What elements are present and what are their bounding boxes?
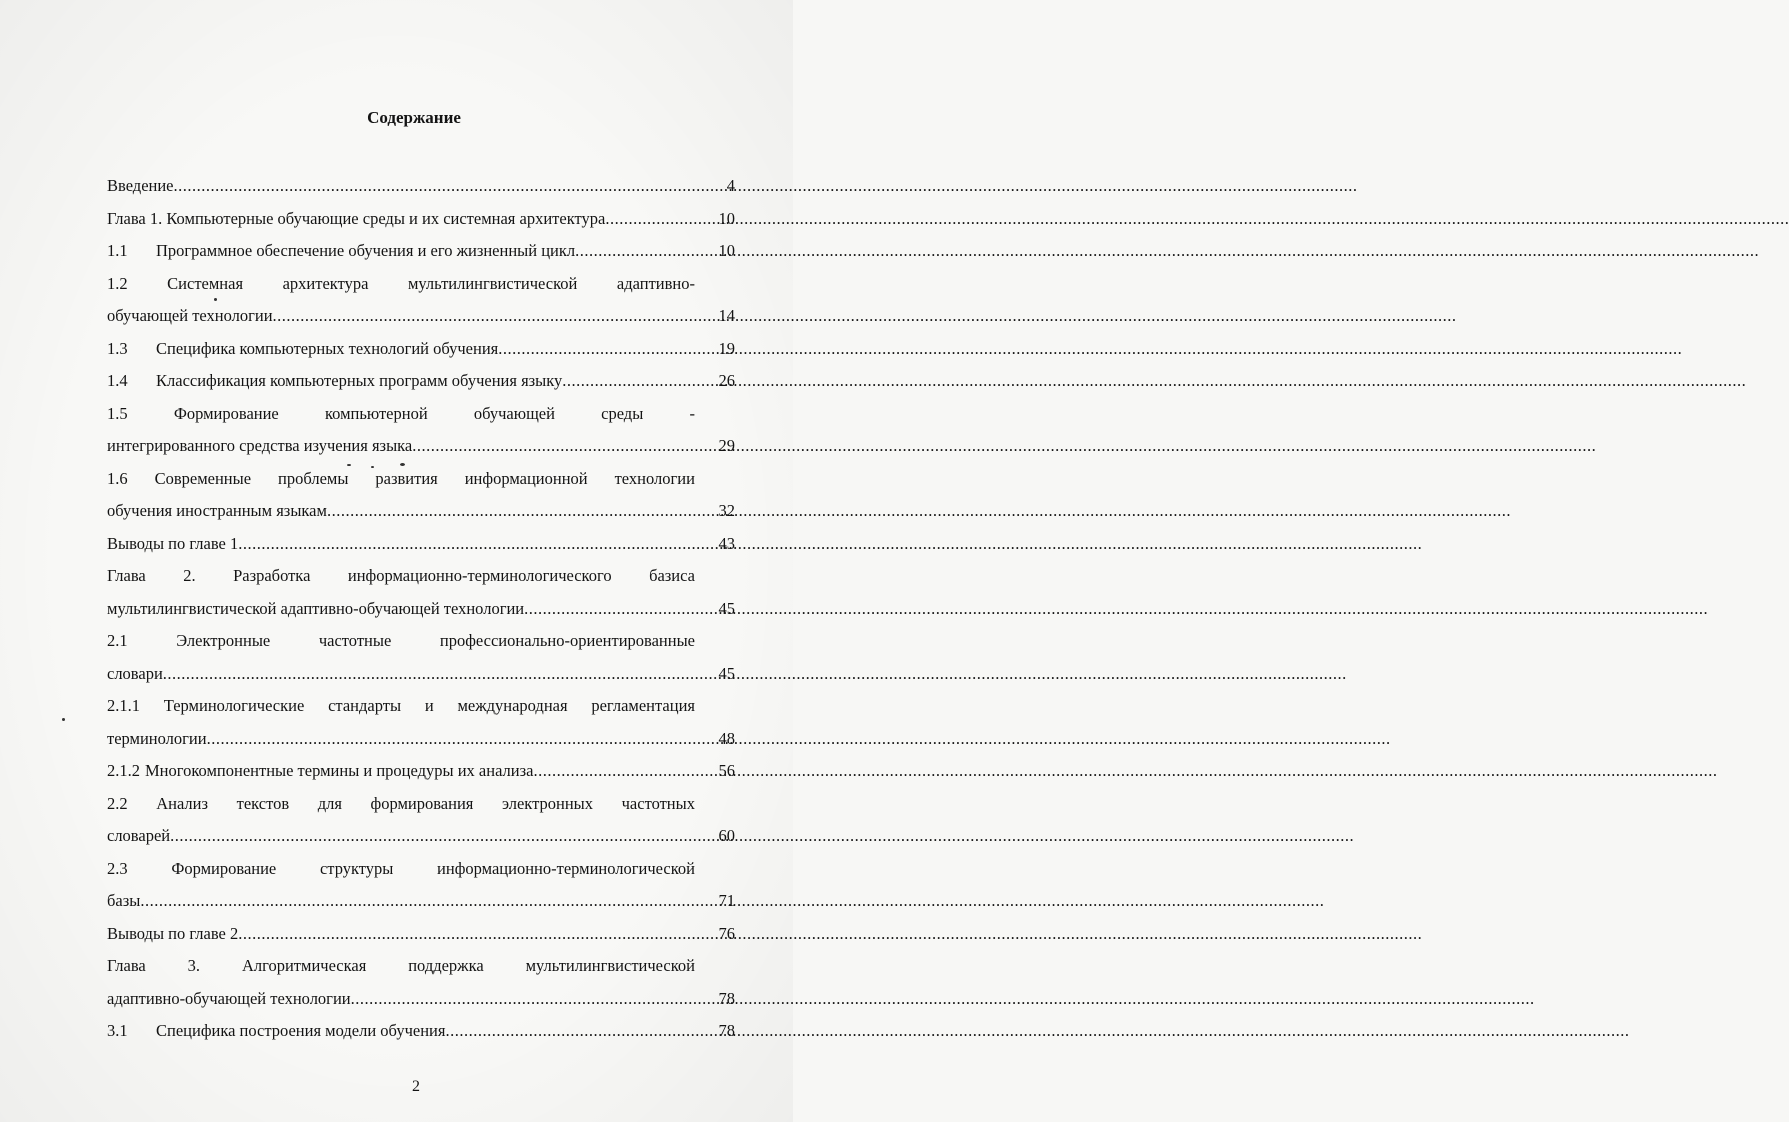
section-number: 1.4 bbox=[107, 371, 128, 390]
toc-entry-conclusions-1[interactable] bbox=[107, 530, 735, 563]
leader-dots bbox=[575, 237, 695, 265]
toc-entry-first-line: 2.3 Формирование структуры информационно-терминологической bbox=[107, 855, 735, 888]
toc-entry-text: Выводы по главе 1 bbox=[107, 533, 239, 553]
toc-entry-section-1-3[interactable] bbox=[107, 335, 735, 368]
scan-speck bbox=[371, 466, 374, 468]
toc-page-number: 48 bbox=[718, 728, 735, 748]
toc-entry-text: Введение bbox=[107, 176, 174, 195]
section-number: 1.6 bbox=[107, 468, 128, 488]
leader-dots bbox=[170, 822, 695, 850]
toc-entry-text: Выводы по главе 2 bbox=[107, 923, 239, 943]
toc-entry-first-line: 2.2 Анализ текстов для формирования электронных частотных bbox=[107, 790, 735, 823]
toc-page-number: 76 bbox=[718, 923, 735, 943]
toc-entry-text: терминологии bbox=[107, 728, 207, 748]
toc-entry-text: интегрированного средства изучения языка bbox=[107, 436, 413, 455]
toc-entry-text: Глава 1. Компьютерные обучающие среды и их системная архитектура bbox=[107, 208, 606, 228]
toc-entry-text: Программное обеспечение обучения и его жизненный цикл bbox=[156, 241, 576, 260]
toc-entry-first-line: 1.6 Современные проблемы развития информационной технологии bbox=[107, 465, 735, 498]
section-number: 2.1 bbox=[107, 631, 128, 650]
toc-entry-text: мультилингвистической адаптивно-обучающей технологии bbox=[107, 598, 525, 618]
section-number: 1.2 bbox=[107, 273, 128, 293]
toc-page-number: 56 bbox=[718, 761, 735, 780]
toc-entry-first-line: 1.2 Системная архитектура мультилингвистической адаптивно- bbox=[107, 270, 735, 303]
toc-entry-first-line: 2.1 Электронные частотные профессионально-ориентированные bbox=[107, 627, 735, 660]
toc-entry-introduction[interactable] bbox=[107, 172, 735, 205]
leader-dots bbox=[524, 595, 695, 623]
scan-speck bbox=[347, 464, 351, 466]
toc-entry-first-line: Глава 3. Алгоритмическая поддержка мультилингвистической bbox=[107, 956, 695, 975]
leader-dots bbox=[174, 172, 695, 200]
toc-page-number: 45 bbox=[718, 598, 735, 618]
leader-dots bbox=[605, 205, 695, 233]
toc-entry-text: Классификация компьютерных программ обучения языку bbox=[156, 371, 563, 390]
section-number: 1.1 bbox=[107, 241, 128, 260]
section-number: 2.1.1 bbox=[107, 696, 140, 715]
toc-entry-section-2-1-2[interactable] bbox=[107, 757, 735, 790]
leader-dots bbox=[163, 660, 695, 688]
toc-entry-section-1-5[interactable] bbox=[107, 400, 735, 465]
toc-entry-chapter-2[interactable] bbox=[107, 562, 735, 627]
toc-entry-first-line: 1.5 Формирование компьютерной обучающей среды - bbox=[107, 400, 735, 433]
toc-entry-section-2-3[interactable] bbox=[107, 855, 735, 920]
toc-page-number: 10 bbox=[718, 241, 735, 260]
toc-page-number: 4 bbox=[726, 176, 735, 195]
toc-entry-text: адаптивно-обучающей технологии bbox=[107, 988, 351, 1008]
toc-page-number: 78 bbox=[718, 988, 735, 1008]
leader-dots bbox=[533, 757, 695, 785]
toc-page-number: 29 bbox=[718, 436, 735, 455]
toc-entry-text: обучающей технологии bbox=[107, 306, 273, 325]
toc-page-number: 60 bbox=[718, 826, 735, 845]
toc-entry-text: словари bbox=[107, 663, 163, 683]
leader-dots bbox=[273, 302, 695, 330]
leader-dots bbox=[238, 920, 695, 948]
scan-speck bbox=[62, 718, 65, 721]
table-of-contents bbox=[107, 172, 735, 1050]
toc-page-number: 10 bbox=[718, 208, 735, 228]
scan-speck bbox=[214, 298, 217, 301]
section-number: 2.2 bbox=[107, 793, 128, 813]
toc-entry-text: Специфика построения модели обучения bbox=[156, 1021, 446, 1040]
toc-page-number: 45 bbox=[718, 663, 735, 683]
section-number: 1.5 bbox=[107, 403, 128, 423]
toc-entry-section-1-4[interactable] bbox=[107, 367, 735, 400]
toc-entry-first-line: Глава 2. Разработка информационно-терминологического базиса bbox=[107, 566, 695, 585]
toc-page-number: 32 bbox=[718, 501, 735, 520]
toc-page-number: 26 bbox=[718, 371, 735, 390]
section-number: 2.1.2 bbox=[107, 761, 140, 780]
section-number: 1.3 bbox=[107, 338, 128, 358]
leader-dots bbox=[207, 725, 695, 753]
toc-entry-first-line: 2.1.1 Терминологические стандарты и международная регламентация bbox=[107, 692, 735, 725]
toc-entry-text: Многокомпонентные термины и процедуры их анализа bbox=[145, 761, 534, 780]
document-page bbox=[0, 0, 793, 1122]
scan-speck bbox=[400, 463, 405, 466]
toc-entry-section-2-2[interactable] bbox=[107, 790, 735, 855]
leader-dots bbox=[238, 530, 695, 558]
toc-entry-section-1-1[interactable] bbox=[107, 237, 735, 270]
toc-entry-section-1-2[interactable] bbox=[107, 270, 735, 335]
toc-entry-text: Специфика компьютерных технологий обучения bbox=[156, 338, 499, 358]
toc-entry-text: словарей bbox=[107, 826, 171, 845]
toc-page-number: 71 bbox=[718, 891, 735, 910]
leader-dots bbox=[445, 1017, 695, 1045]
toc-page-number: 19 bbox=[718, 338, 735, 358]
section-number: 2.3 bbox=[107, 858, 128, 878]
toc-page-number: 43 bbox=[718, 533, 735, 553]
toc-entry-section-1-6[interactable] bbox=[107, 465, 735, 530]
leader-dots bbox=[140, 887, 695, 915]
leader-dots bbox=[498, 335, 695, 363]
leader-dots bbox=[412, 432, 695, 460]
leader-dots bbox=[351, 985, 695, 1013]
toc-entry-text: базы bbox=[107, 891, 141, 910]
toc-entry-section-2-1-1[interactable] bbox=[107, 692, 735, 757]
leader-dots bbox=[327, 497, 695, 525]
toc-page-number: 78 bbox=[718, 1021, 735, 1040]
toc-entry-chapter-1[interactable] bbox=[107, 205, 735, 238]
leader-dots bbox=[562, 367, 695, 395]
toc-entry-text: обучения иностранным языкам bbox=[107, 501, 327, 520]
page-number: 2 bbox=[412, 1078, 420, 1095]
toc-entry-conclusions-2[interactable] bbox=[107, 920, 735, 953]
toc-page-number: 14 bbox=[718, 306, 735, 325]
section-number: 3.1 bbox=[107, 1021, 128, 1040]
toc-entry-section-2-1[interactable] bbox=[107, 627, 735, 692]
page-title: Содержание bbox=[367, 108, 461, 127]
toc-entry-section-3-1[interactable] bbox=[107, 1017, 735, 1050]
toc-entry-chapter-3[interactable] bbox=[107, 952, 735, 1017]
